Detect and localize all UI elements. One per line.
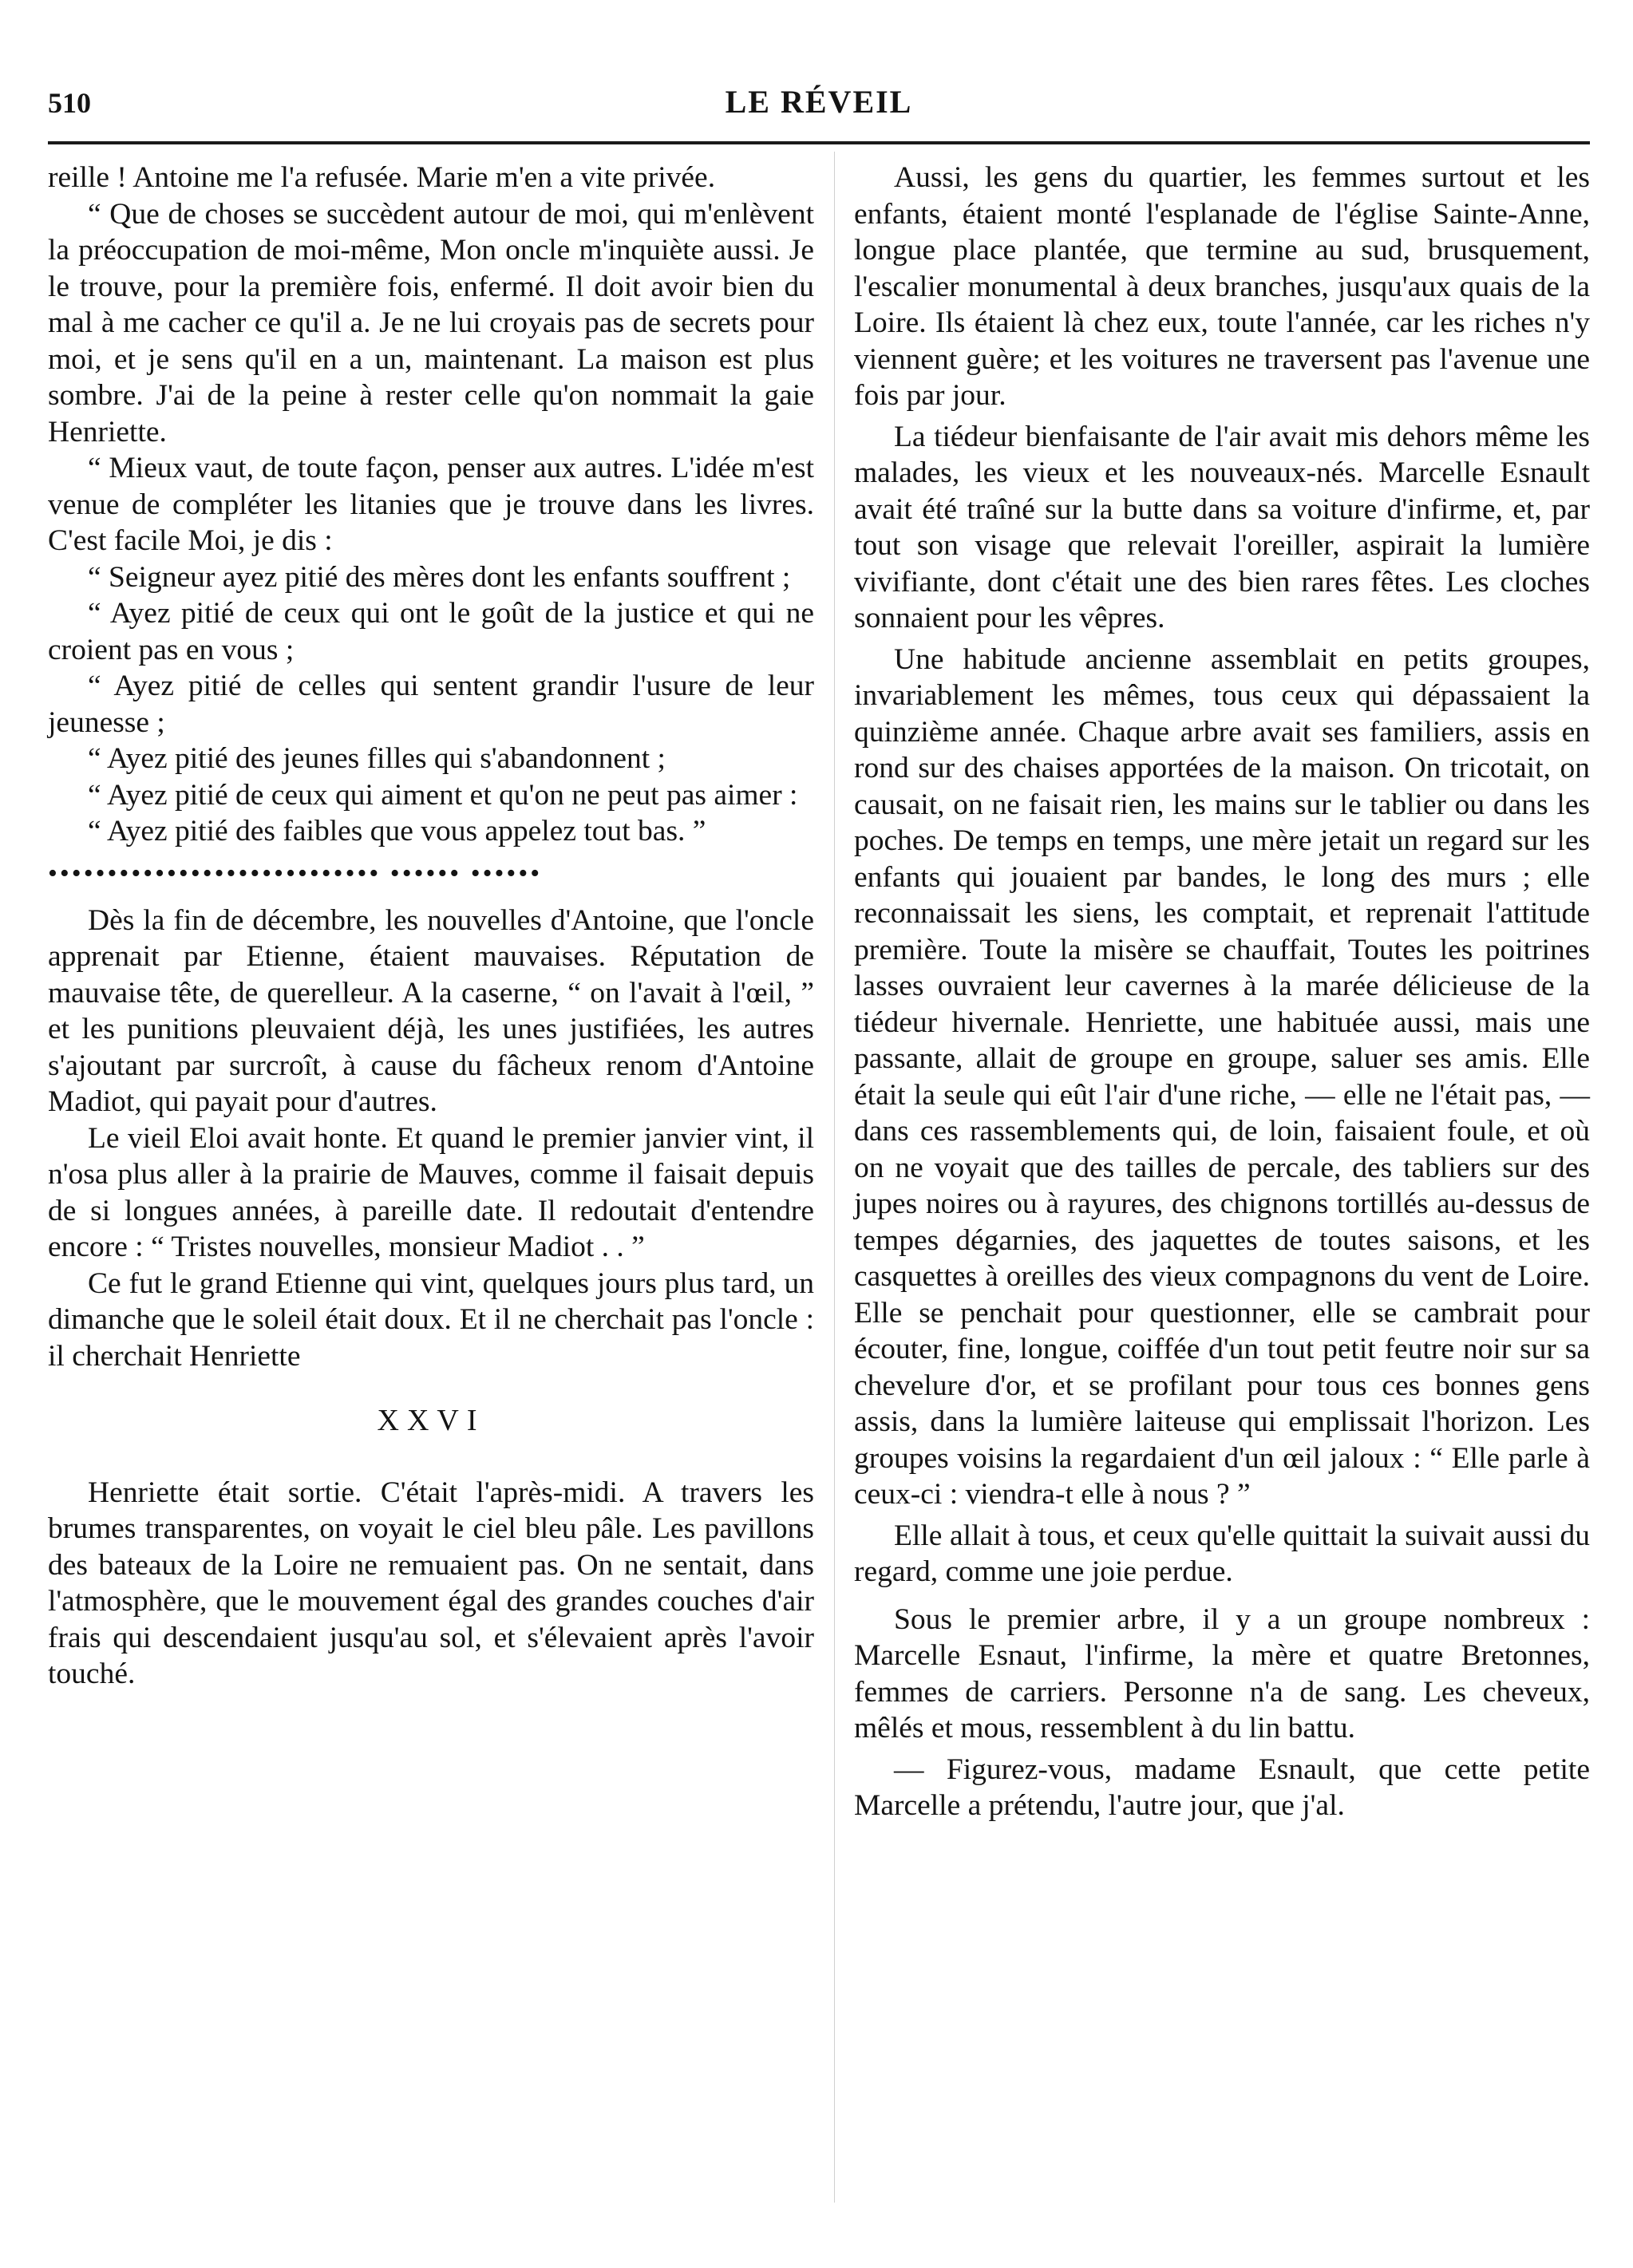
paragraph: “ Mieux vaut, de toute façon, penser aux autres. L'idée m'est venue de compléter les litanies que je trouve dans les livres. C'est facile Moi, je dis :	[48, 452, 814, 557]
page-number: 510	[48, 87, 91, 119]
dialogue-line: — Figurez-vous, madame Esnault, que cette petite Marcelle a prétendu, l'autre jour, que j'al.	[854, 1752, 1590, 1822]
page-header	[48, 80, 1590, 128]
header-rule	[48, 141, 1590, 144]
litany-line: “ Ayez pitié de ceux qui aiment et qu'on ne peut pas aimer :	[88, 778, 798, 812]
litany-line: “ Ayez pitié des jeunes filles qui s'abandonnent ;	[88, 742, 666, 775]
litany-line: “ Ayez pitié de celles qui sentent grandir l'usure de leur jeunesse ;	[48, 670, 814, 739]
paragraph: “ Que de choses se succèdent autour de moi, qui m'enlèvent la préoccupation de moi-même, Mon oncle m'inquiète aussi. Je le trouve, pour la première fois, enfermé. Il doit avoir bien du mal à me cacher ce qu'il a. Je ne lui croyais pas de secrets pour moi, et je sens qu'il en a un, maintenant. La maison est plus sombre. J'ai de la peine à rester celle qu'on nommait la gaie Henriette.	[48, 197, 814, 448]
chapter-heading: XXVI	[377, 1404, 485, 1437]
paragraph: Elle allait à tous, et ceux qu'elle quittait la suivait aussi du regard, comme une joie perdue.	[854, 1519, 1590, 1588]
paragraph: Une habitude ancienne assemblait en petits groupes, invariablement les mêmes, tous ceux qui dépassaient la quinzième année. Chaque arbre avait ses familiers, assis en rond sur des chaises apportées de la maison. On tricotait, on causait, on ne faisait rien, les mains sur le tablier ou dans les poches. De temps en temps, une mère jetait un regard sur les enfants qui jouaient par bandes, le long des murs ; elle reconnaissait les siens, les comptait, et reprenait l'attitude première. Toute la misère se chauffait, Toutes les poitrines lasses ouvraient leur cavernes à la marée délicieuse de la tiédeur hivernale. Henriette, une habituée aussi, mais une passante, allait de groupe en groupe, saluer ses amis. Elle était la seule qui eût l'air d'une riche, — elle ne l'était pas, — dans ces rassemblements qui, de loin, faisaient foule, et où on ne voyait que des tailles de percale, des tabliers sur des jupes noires ou à rayures, des chignons tortillés au-dessus de tempes dégarnies, des jaquettes de toutes saisons, et les casquettes à oreilles des vieux compagnons du vent de Loire. Elle se penchait pour questionner, elle se cambrait pour écouter, fine, longue, coiffée d'un tout petit feutre noir sur sa chevelure d'or, et se profilant pour tous ces bonnes gens assis, dans la lumière laiteuse qui emplissait l'horizon. Les groupes voisins la regardaient d'un œil jaloux : “ Elle parle à ceux-ci : viendra-t elle à nous ? ”	[854, 642, 1590, 1511]
section-break-dots: •••••••••••••••••••••••••••• •••••• ••••••	[48, 858, 543, 888]
column-divider	[834, 152, 835, 2203]
right-column	[854, 160, 1590, 1824]
paragraph: La tiédeur bienfaisante de l'air avait mis dehors même les malades, les vieux et les nouveaux-nés. Marcelle Esnault avait été traîné sur la butte dans sa voiture d'infirme, et, par tout son visage que relevait l'oreiller, aspirait la lumière vivifiante, dont c'était une des bien rares fêtes. Les cloches sonnaient pour les vêpres.	[854, 420, 1590, 634]
litany-line: “ Ayez pitié de ceux qui ont le goût de la justice et qui ne croient pas en vous ;	[48, 597, 814, 666]
litany-line: “ Ayez pitié des faibles que vous appelez tout bas. ”	[88, 815, 706, 848]
paragraph: Ce fut le grand Etienne qui vint, quelques jours plus tard, un dimanche que le soleil était doux. Et il ne cherchait pas l'oncle : il cherchait Henriette	[48, 1266, 814, 1373]
paragraph: Dès la fin de décembre, les nouvelles d'Antoine, que l'oncle apprenait par Etienne, étaient mauvaises. Réputation de mauvaise tête, de querelleur. A la caserne, “ on l'avait à l'œil, ” et les punitions pleuvaient déjà, les unes justifiées, les autres s'ajoutant par surcroît, à cause du fâcheux renom d'Antoine Madiot, qui payait pour d'autres.	[48, 903, 814, 1118]
paragraph: Sous le premier arbre, il y a un groupe nombreux : Marcelle Esnaut, l'infirme, la mère et quatre Bretonnes, femmes de carriers. Personne n'a de sang. Les cheveux, mêlés et mous, ressemblent à du lin battu.	[854, 1602, 1590, 1744]
paragraph: Aussi, les gens du quartier, les femmes surtout et les enfants, étaient monté l'esplanade de l'église Sainte-Anne, longue place plantée, que termine au sud, brusquement, l'escalier monumental à deux branches, jusqu'aux quais de la Loire. Ils étaient là chez eux, toute l'année, car les riches n'y viennent guère; et les voitures ne traversent pas l'avenue une fois par jour.	[854, 161, 1590, 412]
litany-line: “ Seigneur ayez pitié des mères dont les enfants souffrent ;	[88, 560, 791, 594]
paragraph: Henriette était sortie. C'était l'après-midi. A travers les brumes transparentes, on voyait le ciel bleu pâle. Les pavillons des bateaux de la Loire ne remuaient pas. On ne sentait, dans l'atmosphère, que le mouvement égal des grandes couches d'air frais qui descendaient jusqu'au sol, et s'élevaient après l'avoir touché.	[48, 1476, 814, 1690]
running-title: LE RÉVEIL	[725, 84, 913, 120]
paragraph: Le vieil Eloi avait honte. Et quand le premier janvier vint, il n'osa plus aller à la prairie de Mauves, comme il faisait depuis de si longues années, à pareille date. Il redoutait d'entendre encore : “ Tristes nouvelles, monsieur Madiot . . ”	[48, 1121, 814, 1263]
paragraph: reille ! Antoine me l'a refusée. Marie m'en a vite privée.	[48, 161, 716, 194]
left-column	[48, 160, 814, 1693]
